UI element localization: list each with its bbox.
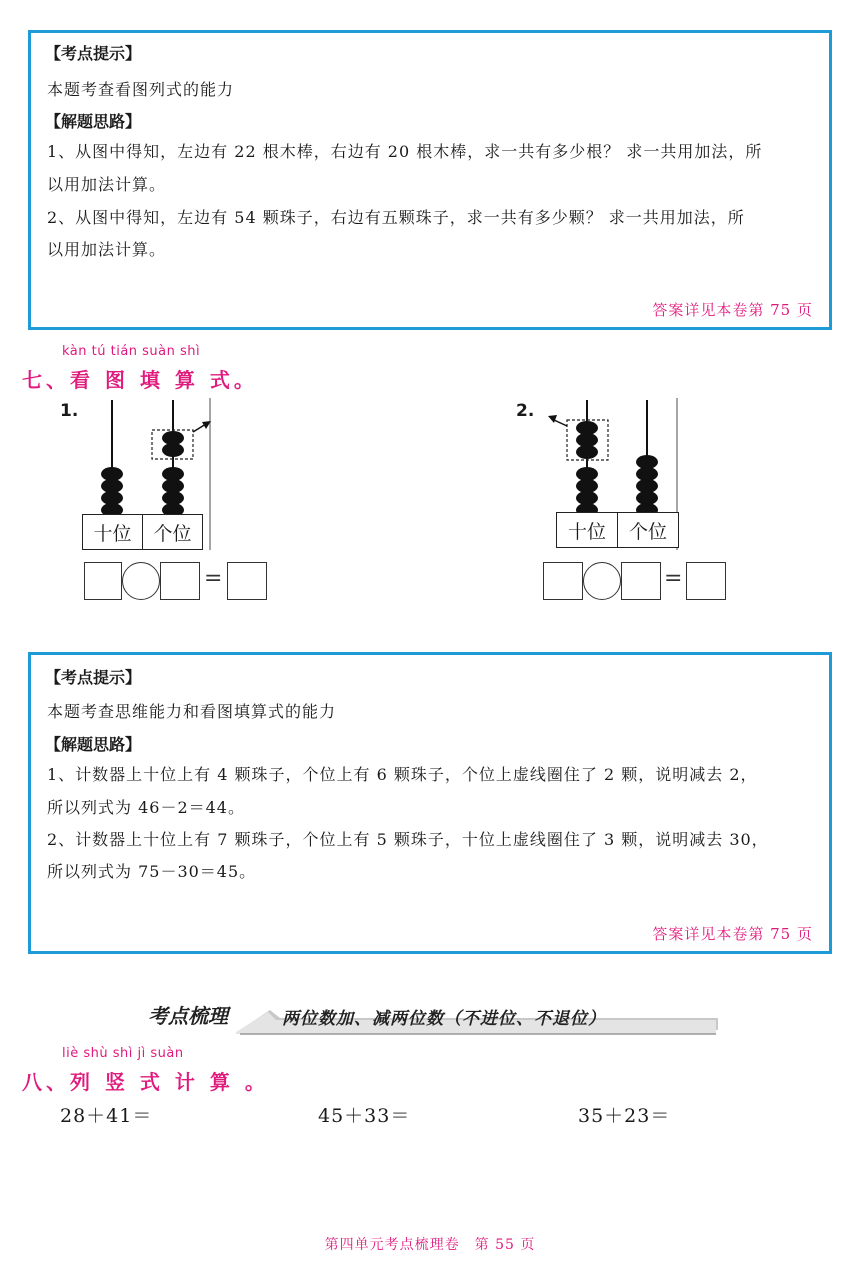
tip-text: 本题考查看图列式的能力 [47,80,235,99]
solution-line: 所以列式为 46－2＝44。 [47,798,245,817]
answer-box[interactable] [227,562,267,600]
equals-sign: = [664,566,683,591]
item-number: 2. [516,401,535,421]
solution-line: 以用加法计算。 [47,175,167,194]
banner-title: 考点梳理 [148,1004,228,1028]
ones-beads [162,431,184,517]
equals-sign: = [204,566,223,591]
q7-pinyin: kàn tú tián suàn shì [62,344,201,359]
tens-label: 十位 [556,512,618,548]
answer-box[interactable] [543,562,583,600]
solution-line: 1、计数器上十位上有 4 颗珠子，个位上有 6 颗珠子，个位上虚线圈住了 2 颗，说明减去 2， [47,765,758,784]
answer-box[interactable] [84,562,122,600]
operator-circle[interactable] [122,562,160,600]
calc-problem: 35＋23＝ [578,1105,671,1127]
answer-box[interactable] [160,562,200,600]
calc-problem: 45＋33＝ [318,1105,411,1127]
tens-beads [576,421,598,517]
solution-line: 1、从图中得知，左边有 22 根木棒，右边有 20 根木棒，求一共有多少根？ 求一共用加法，所 [47,142,763,161]
tip-text: 本题考查思维能力和看图填算式的能力 [47,702,337,721]
tip-box-2 [28,652,832,954]
tens-label: 十位 [82,514,143,550]
section-banner [140,996,718,1036]
tip-heading: 【考点提示】 [45,668,142,687]
banner-subtitle: 两位数加、减两位数（不进位、不退位） [282,1009,606,1029]
q8-title: 八、列 竖 式 计 算 。 [22,1070,269,1094]
answer-box[interactable] [686,562,726,600]
solution-line: 2、计数器上十位上有 7 颗珠子，个位上有 5 颗珠子，十位上虚线圈住了 3 颗，说明减去 30， [47,830,769,849]
solution-line: 以用加法计算。 [47,240,167,259]
answer-reference: 答案详见本卷第 75 页 [652,925,813,943]
tip-heading: 【考点提示】 [45,44,142,63]
answer-box[interactable] [621,562,661,600]
tip-box-1 [28,30,832,330]
solution-line: 2、从图中得知，左边有 54 颗珠子，右边有五颗珠子，求一共有多少颗？ 求一共用加法，所 [47,208,745,227]
q8-pinyin: liè shù shì jì suàn [62,1046,184,1061]
calc-problem: 28＋41＝ [60,1105,153,1127]
page-footer: 第四单元考点梳理卷 第 55 页 [324,1237,536,1253]
operator-circle[interactable] [583,562,621,600]
ones-label: 个位 [617,512,679,548]
solution-heading: 【解题思路】 [45,112,142,131]
answer-reference: 答案详见本卷第 75 页 [652,301,813,319]
tens-beads [101,467,123,517]
ones-label: 个位 [142,514,203,550]
item-number: 1. [60,401,79,421]
solution-line: 所以列式为 75－30＝45。 [47,862,257,881]
solution-heading: 【解题思路】 [45,735,142,754]
ones-beads [636,455,658,517]
q7-title: 七、看 图 填 算 式。 [22,368,258,392]
